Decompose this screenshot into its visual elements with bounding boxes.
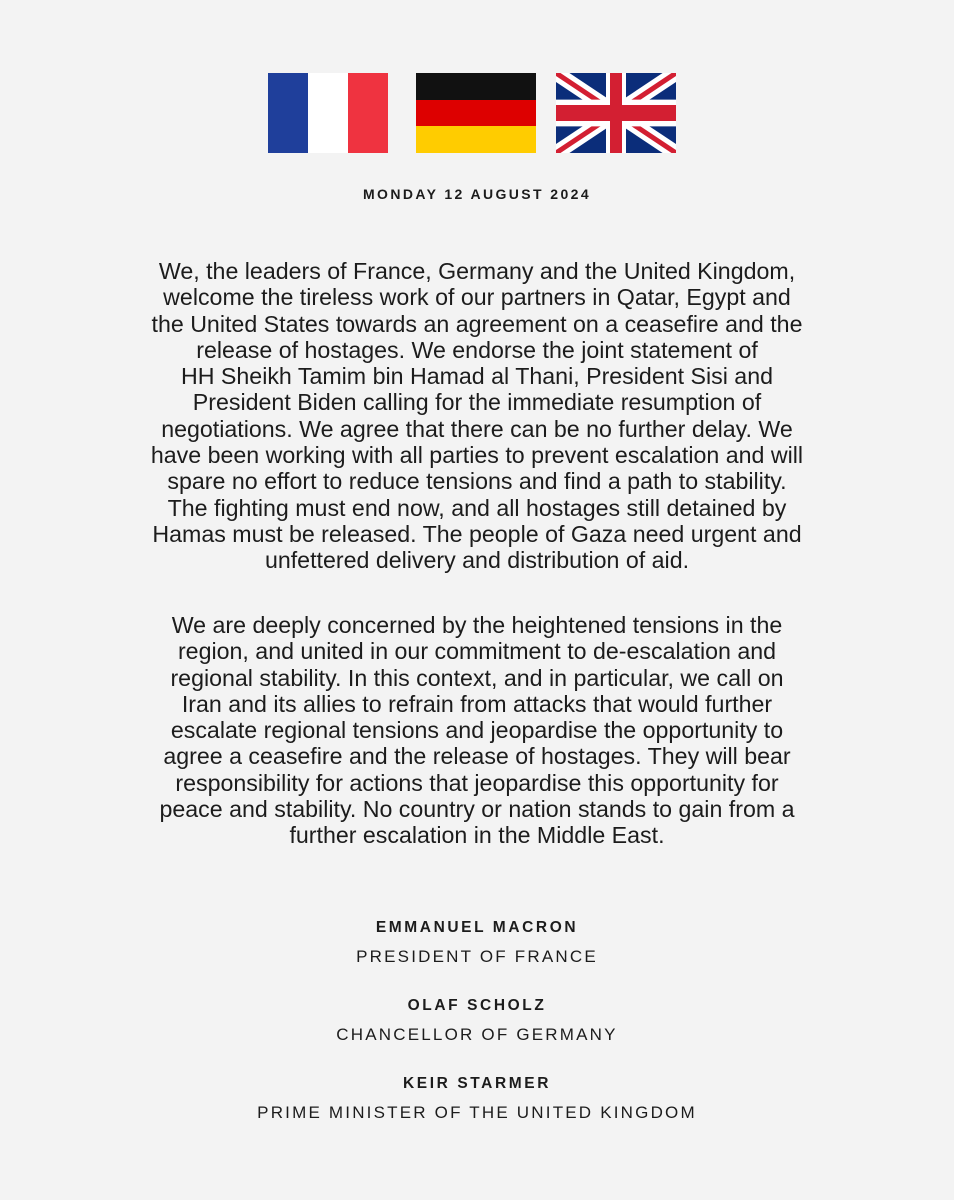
text-line: escalate regional tensions and jeopardise the opportunity to [170, 717, 784, 744]
flag-band-blue [268, 73, 308, 153]
signatory-name: EMMANUEL MACRON [375, 919, 579, 936]
statement-paragraph-2 [40, 612, 914, 849]
text-line: the United States towards an agreement on a ceasefire and the [151, 310, 803, 337]
text-line: further escalation in the Middle East. [289, 822, 665, 849]
text-line: have been working with all parties to prevent escalation and will [150, 442, 804, 469]
signatory-title: CHANCELLOR OF GERMANY [336, 1025, 618, 1044]
text-line: peace and stability. No country or nation stands to gain from a [159, 796, 795, 823]
flag-band-gold [416, 126, 536, 153]
flags-row [0, 73, 954, 153]
text-line: welcome the tireless work of our partners in Qatar, Egypt and [163, 284, 791, 311]
text-line: HH Sheikh Tamim bin Hamad al Thani, President Sisi and [181, 363, 773, 390]
uk-flag-icon [556, 73, 676, 153]
text-line: regional stability. In this context, and in particular, we call on [170, 664, 784, 691]
germany-flag-icon [416, 73, 536, 153]
text-line: agree a ceasefire and the release of hostages. They will bear [163, 743, 791, 770]
text-line: responsibility for actions that jeopardise this opportunity for [175, 769, 779, 796]
signatory-name: OLAF SCHOLZ [407, 997, 547, 1014]
flag-band-red [348, 73, 388, 153]
flag-band-white [308, 73, 348, 153]
signatory-starmer [0, 1074, 954, 1123]
text-line: region, and united in our commitment to de-escalation and [177, 638, 777, 665]
signatory-title: PRESIDENT OF FRANCE [356, 947, 598, 966]
text-line: The fighting must end now, and all hostages still detained by [167, 494, 787, 521]
signatory-name: KEIR STARMER [402, 1075, 552, 1092]
france-flag-icon [268, 73, 388, 153]
statement-paragraph-1 [40, 258, 914, 574]
text-line: We, the leaders of France, Germany and the United Kingdom, [158, 258, 796, 284]
text-line: Hamas must be released. The people of Gaza need urgent and [152, 520, 802, 547]
text-line: President Biden calling for the immediate resumption of [192, 389, 762, 416]
text-line: spare no effort to reduce tensions and find a path to stability. [167, 468, 787, 495]
signatory-macron [0, 918, 954, 967]
text-line: unfettered delivery and distribution of aid. [264, 547, 690, 574]
flag-band-black [416, 73, 536, 100]
union-jack-graphic [556, 73, 676, 153]
text-line: Iran and its allies to refrain from attacks that would further [181, 690, 773, 717]
text-line: We are deeply concerned by the heightened tensions in the [171, 612, 783, 638]
flag-band-red [416, 100, 536, 127]
signatory-scholz [0, 996, 954, 1045]
text-line: negotiations. We agree that there can be no further delay. We [161, 415, 793, 442]
text-line: release of hostages. We endorse the joint statement of [196, 336, 758, 363]
statement-date: MONDAY 12 AUGUST 2024 [362, 186, 592, 202]
signatory-title: PRIME MINISTER OF THE UNITED KINGDOM [257, 1103, 697, 1122]
